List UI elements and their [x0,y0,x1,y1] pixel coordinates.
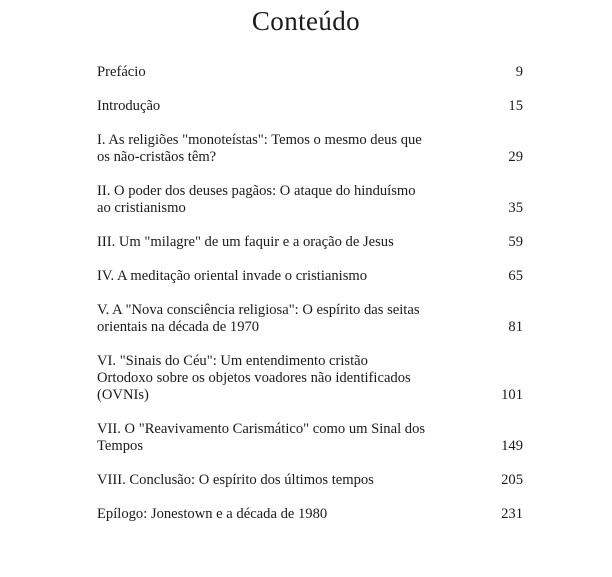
toc-entry-line: (OVNIs) 101 [97,387,523,403]
toc-entry-line: VIII. Conclusão: O espírito dos últimos tempos 205 [97,472,523,488]
toc-entry-line: Tempos 149 [97,438,523,454]
toc-page-number: 59 [508,234,523,250]
toc-entry-line: orientais na década de 1970 81 [97,319,523,335]
toc-page-number: 101 [501,387,523,403]
toc-entry-line: II. O poder dos deuses pagãos: O ataque do hinduísmo [97,183,416,199]
toc-entry-line: Introdução 15 [97,98,523,114]
toc-entry[interactable] [97,353,523,404]
toc-entry-line: ao cristianismo 35 [97,200,523,216]
toc-page-number: 9 [515,64,523,80]
toc-entry-title [97,302,523,336]
toc-entry-line: Prefácio 9 [97,64,523,80]
toc-entry-line: Epílogo: Jonestown e a década de 1980 231 [97,506,523,522]
toc-entry-line: os não-cristãos têm? 29 [97,149,523,165]
toc-entry-title [97,421,523,455]
toc-entry[interactable] [97,268,523,285]
toc-entry[interactable] [97,506,523,523]
toc-entry[interactable] [97,132,523,166]
toc-entry[interactable] [97,234,523,251]
toc-entry-title [97,353,523,404]
toc-entry-line: I. As religiões "monoteístas": Temos o mesmo deus que [97,132,422,148]
toc-entry-title [97,506,523,523]
toc-entry-line: Ortodoxo sobre os objetos voadores não identificados [97,370,411,386]
toc-entry[interactable] [97,302,523,336]
toc-entry-line: VI. "Sinais do Céu": Um entendimento cristão [97,353,368,369]
toc-page-number: 65 [508,268,523,284]
toc-page-number: 81 [508,319,523,335]
toc-page-number: 29 [508,149,523,165]
toc-entry-title [97,183,523,217]
toc-entry-line: IV. A meditação oriental invade o cristianismo 65 [97,268,523,284]
toc-page-number: 15 [508,98,523,114]
toc-entry-title [97,64,523,81]
toc-entry[interactable] [97,183,523,217]
toc-entry[interactable] [97,64,523,81]
toc-entry-title [97,98,523,115]
toc-entry[interactable] [97,98,523,115]
toc-entry-line: V. A "Nova consciência religiosa": O espírito das seitas [97,302,420,318]
toc-entry-list [97,64,523,540]
toc-page-number: 35 [508,200,523,216]
toc-page-number: 205 [501,472,523,488]
toc-entry[interactable] [97,421,523,455]
page-title: Conteúdo [251,6,361,36]
toc-entry-title [97,472,523,489]
toc-page-number: 231 [501,506,523,522]
toc-entry[interactable] [97,472,523,489]
toc-entry-title [97,132,523,166]
toc-entry-line: VII. O "Reavivamento Carismático" como um Sinal dos [97,421,426,437]
toc-entry-line: III. Um "milagre" de um faquir e a oração de Jesus 59 [97,234,523,250]
toc-page-number: 149 [501,438,523,454]
toc-entry-title [97,268,523,285]
toc-entry-title [97,234,523,251]
